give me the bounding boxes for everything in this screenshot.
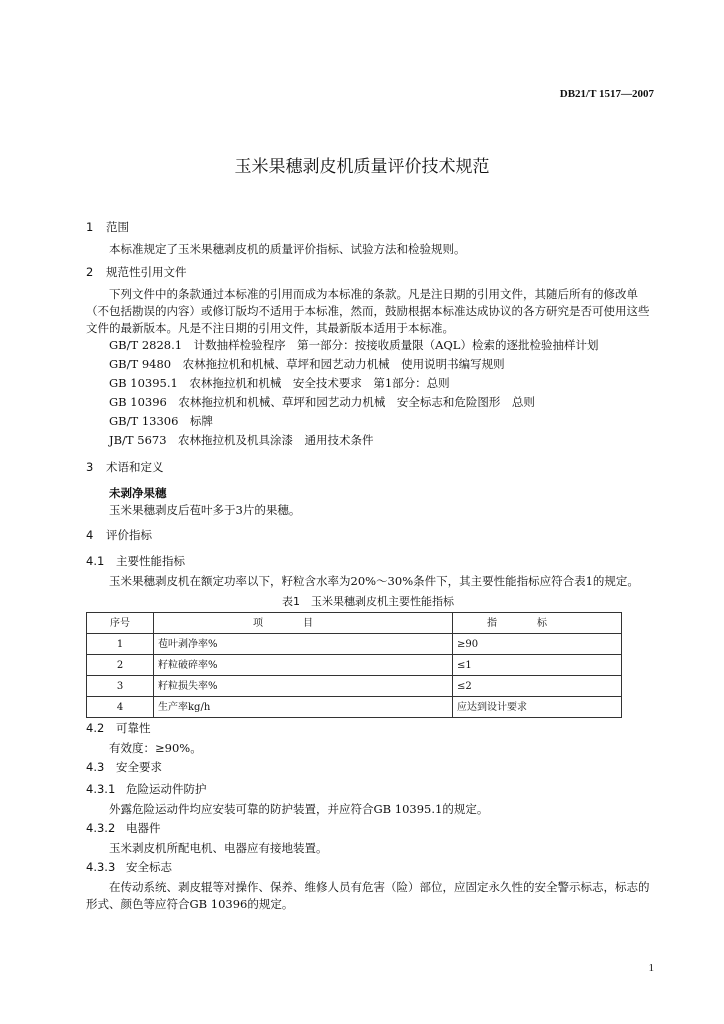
reference-item: JB/T 5673 农林拖拉机及机具涂漆 通用技术条件 bbox=[109, 433, 374, 447]
table-row bbox=[87, 676, 622, 697]
table-row bbox=[87, 634, 622, 655]
subsection-text: 有效度：≥90%。 bbox=[109, 741, 202, 755]
section-title: 电器件 bbox=[126, 821, 161, 835]
subsection-text: 玉米果穗剥皮机在额定功率以下，籽粒含水率为20%～30%条件下，其主要性能指标应符合表1的规定。 bbox=[109, 574, 639, 588]
section-title: 评价指标 bbox=[106, 528, 152, 542]
subsubsection-text: 在传动系统、剥皮辊等对操作、保养、维修人员有危害（险）部位，应固定永久性的安全警示标志，标志的形式、颜色等应符合GB 10396的规定。 bbox=[86, 880, 650, 911]
subsection-heading bbox=[86, 720, 650, 740]
reference-item: GB/T 13306 标牌 bbox=[109, 414, 213, 428]
table-cell: 苞叶剥净率% bbox=[154, 634, 453, 655]
table-cell: 1 bbox=[87, 634, 154, 655]
section-title: 规范性引用文件 bbox=[106, 265, 187, 279]
subsection-heading bbox=[86, 553, 650, 573]
section-number: 4 bbox=[86, 528, 94, 542]
section-title: 安全标志 bbox=[126, 860, 172, 874]
section-title: 安全要求 bbox=[116, 760, 162, 774]
section-number: 4.3.3 bbox=[86, 860, 116, 874]
table-cell: 籽粒损失率% bbox=[154, 676, 453, 697]
section-title: 术语和定义 bbox=[106, 460, 164, 474]
document-body bbox=[86, 210, 650, 913]
table-header-cell: 指标 bbox=[453, 613, 622, 634]
reference-item: GB 10395.1 农林拖拉机和机械 安全技术要求 第1部分：总则 bbox=[109, 376, 450, 390]
section-number: 3 bbox=[86, 460, 94, 474]
section-title: 范围 bbox=[106, 220, 129, 234]
table-cell: 应达到设计要求 bbox=[453, 697, 622, 718]
subsubsection-text: 玉米剥皮机所配电机、电器应有接地装置。 bbox=[109, 841, 328, 855]
table-header-cell: 序号 bbox=[87, 613, 154, 634]
section-number: 1 bbox=[86, 220, 94, 234]
page-number: 1 bbox=[648, 962, 654, 974]
section-number: 4.3.2 bbox=[86, 821, 116, 835]
section-title: 主要性能指标 bbox=[116, 554, 185, 568]
section-1-heading bbox=[86, 219, 650, 241]
table-header-cell: 项目 bbox=[154, 613, 453, 634]
section-4-heading bbox=[86, 527, 650, 549]
subsection-heading bbox=[86, 759, 650, 779]
table-row bbox=[87, 697, 622, 718]
section-title: 危险运动件防护 bbox=[126, 782, 207, 796]
table-cell: 3 bbox=[87, 676, 154, 697]
performance-table bbox=[86, 612, 622, 718]
table-cell: ≤1 bbox=[453, 655, 622, 676]
subsubsection-heading bbox=[86, 820, 650, 840]
table-row bbox=[87, 655, 622, 676]
section-title: 可靠性 bbox=[116, 721, 151, 735]
table-cell: ≤2 bbox=[453, 676, 622, 697]
table-cell: 籽粒破碎率% bbox=[154, 655, 453, 676]
section-number: 4.3 bbox=[86, 760, 105, 774]
section-2-heading bbox=[86, 264, 650, 286]
section-2-intro: 下列文件中的条款通过本标准的引用而成为本标准的条款。凡是注日期的引用文件，其随后所有的修改单（不包括勘误的内容）或修订版均不适用于本标准，然而，鼓励根据本标准达成协议的各方研究是否可使用这些文件的最新版本。凡是不注日期的引用文件，其最新版本适用于本标准。 bbox=[86, 287, 650, 335]
document-title: 玉米果穗剥皮机质量评价技术规范 bbox=[234, 157, 490, 177]
reference-item: GB/T 9480 农林拖拉机和机械、草坪和园艺动力机械 使用说明书编写规则 bbox=[109, 357, 505, 371]
reference-item: GB/T 2828.1 计数抽样检验程序 第一部分：按接收质量限（AQL）检索的逐批检验抽样计划 bbox=[109, 338, 599, 352]
section-1-text: 本标准规定了玉米果穗剥皮机的质量评价指标、试验方法和检验规则。 bbox=[109, 242, 466, 256]
section-number: 4.2 bbox=[86, 721, 105, 735]
standard-number: DB21/T 1517—2007 bbox=[559, 88, 654, 100]
table-cell: 生产率kg/h bbox=[154, 697, 453, 718]
section-3-heading bbox=[86, 459, 650, 481]
table-cell: ≥90 bbox=[453, 634, 622, 655]
section-number: 2 bbox=[86, 265, 94, 279]
subsubsection-heading bbox=[86, 859, 650, 879]
term-definition: 玉米果穗剥皮后苞叶多于3片的果穗。 bbox=[109, 503, 301, 517]
term-name: 未剥净果穗 bbox=[109, 486, 167, 500]
table-cell: 2 bbox=[87, 655, 154, 676]
reference-item: GB 10396 农林拖拉机和机械、草坪和园艺动力机械 安全标志和危险图形 总则 bbox=[109, 395, 535, 409]
table-header-row bbox=[87, 613, 622, 634]
subsubsection-heading bbox=[86, 781, 650, 801]
table-cell: 4 bbox=[87, 697, 154, 718]
subsubsection-text: 外露危险运动件均应安装可靠的防护装置，并应符合GB 10395.1的规定。 bbox=[109, 802, 489, 816]
table-caption: 表1 玉米果穗剥皮机主要性能指标 bbox=[282, 595, 454, 608]
section-number: 4.1 bbox=[86, 554, 105, 568]
section-number: 4.3.1 bbox=[86, 782, 116, 796]
